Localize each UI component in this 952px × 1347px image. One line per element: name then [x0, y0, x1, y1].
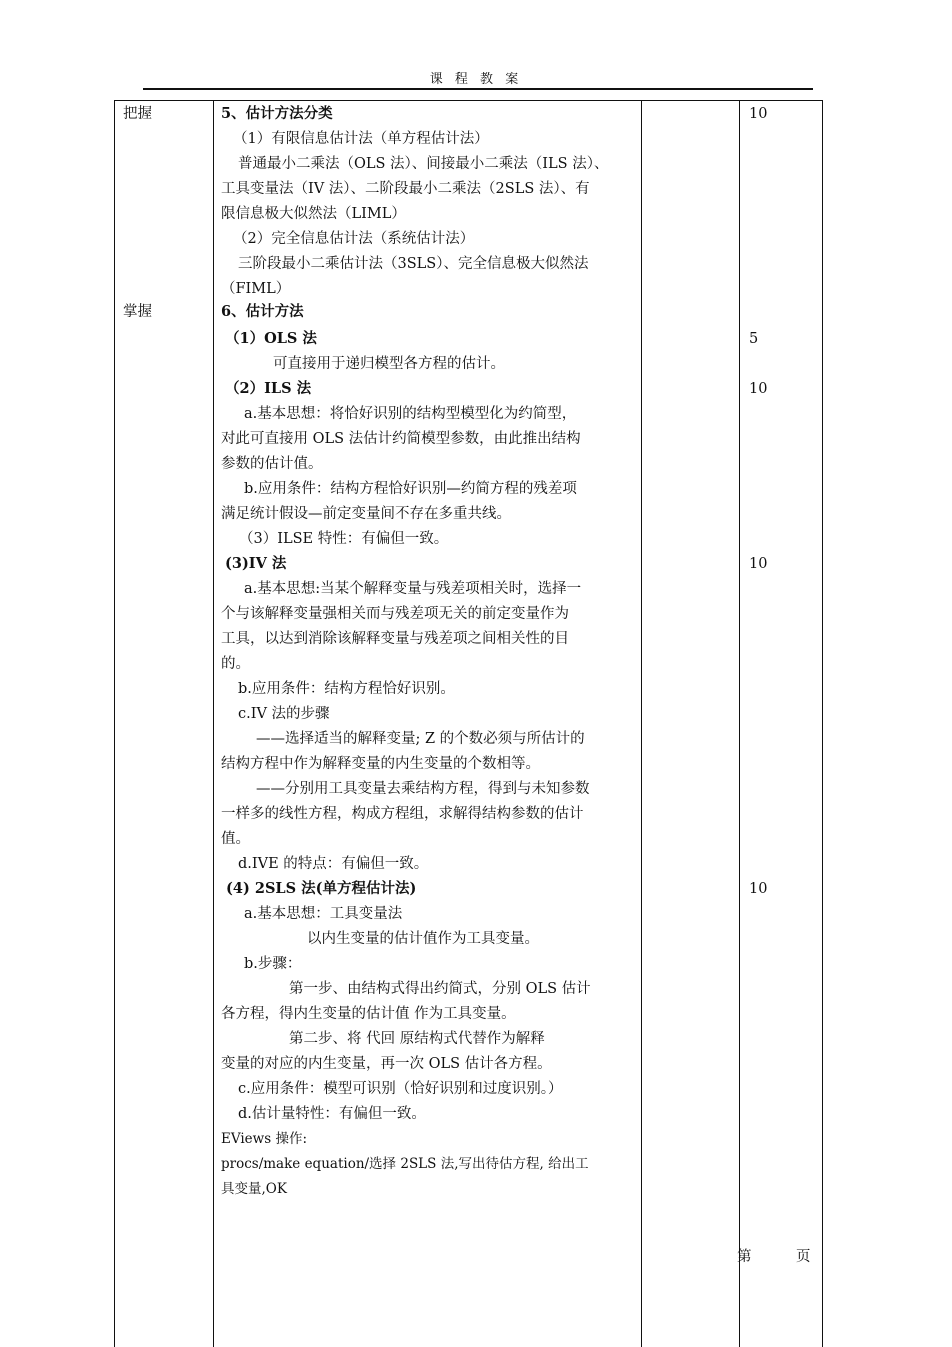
text-line: d.估计量特性：有偏但一致。 — [238, 1106, 426, 1122]
minutes-value: 10 — [749, 381, 768, 397]
text-line: EViews 操作: — [221, 1131, 307, 1147]
left-label-grasp: 把握 — [123, 106, 152, 122]
text-line: 限信息极大似然法（LIML） — [221, 206, 406, 222]
text-line: 工具，以达到消除该解释变量与残差项之间相关性的目 — [221, 631, 569, 647]
text-line: ——选择适当的解释变量; Z 的个数必须与所估计的 — [256, 731, 585, 747]
text-line: 一样多的线性方程，构成方程组，求解得结构参数的估计 — [221, 806, 584, 822]
text-line: 具变量,OK — [221, 1181, 287, 1197]
text-line: 可直接用于递归模型各方程的估计。 — [273, 356, 505, 372]
table-col-divider-3 — [739, 100, 740, 1347]
text-line: c.IV 法的步骤 — [238, 706, 330, 722]
text-line: 第一步、由结构式得出约简式，分别 OLS 估计 — [289, 981, 591, 997]
text-line: 以内生变量的估计值作为工具变量。 — [307, 931, 539, 947]
text-line: （FIML） — [221, 281, 291, 297]
subsection-heading: （1）OLS 法 — [225, 330, 317, 347]
table-col-divider-2 — [641, 100, 642, 1347]
section-heading: 5、估计方法分类 — [221, 105, 333, 122]
text-line: 值。 — [221, 831, 250, 847]
table-top-border — [114, 100, 823, 101]
minutes-value: 10 — [749, 881, 768, 897]
left-label-master: 掌握 — [123, 304, 152, 320]
text-line: a.基本思想：工具变量法 — [244, 906, 403, 922]
page-label-di: 第 — [737, 1249, 752, 1265]
text-line: 三阶段最小二乘估计法（3SLS）、完全信息极大似然法 — [238, 256, 589, 272]
text-line: 普通最小二乘法（OLS 法）、间接最小二乘法（ILS 法）、 — [238, 156, 609, 172]
subsection-heading: （2）ILS 法 — [225, 380, 312, 397]
text-line: 各方程，得内生变量的估计值 作为工具变量。 — [221, 1006, 516, 1022]
text-line: a.基本思想：将恰好识别的结构型模型化为约简型， — [244, 406, 577, 422]
subsection-heading: (3)IV 法 — [225, 555, 287, 572]
section-heading: 6、估计方法 — [221, 303, 304, 320]
minutes-value: 10 — [749, 106, 768, 122]
text-line: c.应用条件：模型可识别（恰好识别和过度识别。） — [238, 1081, 563, 1097]
text-line: ——分别用工具变量去乘结构方程，得到与未知参数 — [256, 781, 590, 797]
text-line: 结构方程中作为解释变量的内生变量的个数相等。 — [221, 756, 540, 772]
text-line: 变量的对应的内生变量，再一次 OLS 估计各方程。 — [221, 1056, 552, 1072]
text-line: 对此可直接用 OLS 法估计约简模型参数，由此推出结构 — [221, 431, 581, 447]
text-line: （2）完全信息估计法（系统估计法） — [233, 231, 475, 247]
page-header-title: 课 程 教 案 — [429, 72, 523, 87]
text-line: d.IVE 的特点：有偏但一致。 — [238, 856, 429, 872]
text-line: 第二步、将 代回 原结构式代替作为解释 — [289, 1031, 545, 1047]
text-line: b.应用条件：结构方程恰好识别。 — [238, 681, 455, 697]
minutes-value: 10 — [749, 556, 768, 572]
subsection-heading: (4) 2SLS 法(单方程估计法) — [226, 880, 417, 897]
table-left-border — [114, 100, 115, 1347]
minutes-value: 5 — [749, 331, 759, 347]
text-line: b.应用条件：结构方程恰好识别—约简方程的残差项 — [244, 481, 577, 497]
text-line: （1）有限信息估计法（单方程估计法） — [233, 131, 489, 147]
text-line: 满足统计假设—前定变量间不存在多重共线。 — [221, 506, 511, 522]
text-line: 参数的估计值。 — [221, 456, 323, 472]
text-line: a.基本思想:当某个解释变量与残差项相关时，选择一 — [244, 581, 582, 597]
text-line: （3）ILSE 特性：有偏但一致。 — [239, 531, 449, 547]
page-label-ye: 页 — [796, 1249, 811, 1265]
text-line: 个与该解释变量强相关而与残差项无关的前定变量作为 — [221, 606, 569, 622]
header-rule — [143, 88, 813, 90]
table-right-border — [822, 100, 823, 1347]
text-line: 工具变量法（IV 法）、二阶段最小二乘法（2SLS 法）、有 — [221, 181, 590, 197]
text-line: b.步骤： — [244, 956, 302, 972]
text-line: procs/make equation/选择 2SLS 法,写出待估方程, 给出工 — [221, 1156, 589, 1172]
text-line: 的。 — [221, 656, 250, 672]
table-col-divider-1 — [213, 100, 214, 1347]
